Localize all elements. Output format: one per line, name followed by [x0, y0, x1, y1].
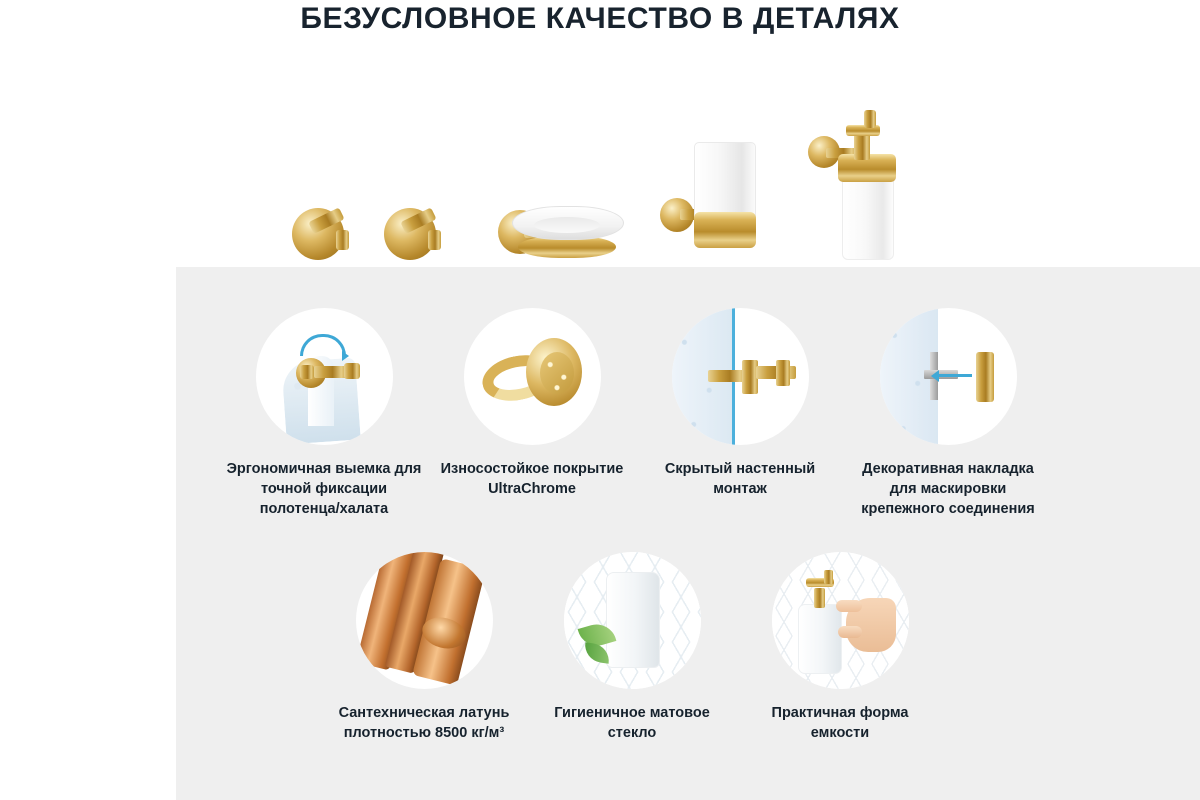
- glass-cup-icon: [694, 142, 756, 220]
- feature-caption: Декоративная накладка для маскировки крепежного соединения: [861, 461, 1035, 517]
- hook-stem-icon: [314, 366, 348, 378]
- feature-caption: Скрытый настенный монтаж: [664, 461, 816, 497]
- decorative-cover-icon: [880, 308, 1017, 445]
- feature-caption: Износостойкое покрытие UltraChrome: [440, 461, 624, 497]
- coating-texture-icon: [540, 352, 574, 394]
- hook-right-bar-icon: [344, 363, 360, 379]
- feature-card-hidden-mount: [640, 308, 840, 519]
- hook-tip-icon: [428, 230, 441, 250]
- dispenser-hand-icon: [772, 552, 909, 689]
- product-soap-dish: [498, 160, 638, 260]
- matte-glass-icon: [606, 572, 660, 668]
- product-hook-small-2: [384, 190, 454, 260]
- matte-glass-cup-icon: [564, 552, 701, 689]
- saucer-inner-icon: [534, 217, 600, 233]
- feature-caption: Сантехническая латунь плотностью 8500 кг/м³: [338, 705, 510, 741]
- towel-hook-ergonomic-icon: [256, 308, 393, 445]
- brass-tubes-icon: [356, 552, 493, 689]
- page-title: БЕЗУСЛОВНОЕ КАЧЕСТВО В ДЕТАЛЯХ: [300, 2, 900, 35]
- hook-tip-icon: [336, 230, 349, 250]
- feature-caption: Эргономичная выемка для точной фиксации полотенца/халата: [226, 461, 422, 517]
- finger-icon: [836, 600, 862, 612]
- feature-card-practical-shape: [740, 552, 940, 743]
- feature-card-brass: [324, 552, 524, 743]
- product-tumbler-holder: [660, 130, 770, 260]
- product-hook-small-1: [292, 190, 362, 260]
- feature-caption: Гигиеничное матовое стекло: [554, 705, 710, 741]
- curved-arrow-icon: [300, 334, 346, 356]
- feature-card-coating: [432, 308, 632, 519]
- feature-card-matte-glass: [532, 552, 732, 743]
- pump-neck-icon: [814, 588, 825, 608]
- cover-plate-icon: [976, 352, 994, 402]
- features-row-2: [176, 552, 1200, 743]
- feature-card-decorative-cover: [848, 308, 1048, 519]
- hidden-wall-mount-icon: [672, 308, 809, 445]
- hook-left-bar-icon: [300, 365, 314, 379]
- pump-head-icon: [864, 110, 876, 128]
- thumb-icon: [838, 626, 862, 638]
- coating-disc-icon: [464, 308, 601, 445]
- product-soap-dispenser: [808, 100, 918, 260]
- glass-bottle-icon: [842, 174, 894, 260]
- dispenser-bottle-icon: [798, 604, 842, 674]
- holder-bar-end-icon: [776, 360, 790, 386]
- feature-caption: Практичная форма емкости: [771, 705, 909, 741]
- straight-arrow-icon: [938, 374, 972, 377]
- product-showcase-strip: [0, 60, 1200, 260]
- holder-ring-icon: [694, 212, 756, 248]
- pump-head-icon: [824, 570, 833, 584]
- features-row-1: [176, 308, 1200, 519]
- pump-neck-icon: [854, 134, 870, 160]
- feature-card-ergonomic-notch: [224, 308, 424, 519]
- features-panel: [176, 267, 1200, 800]
